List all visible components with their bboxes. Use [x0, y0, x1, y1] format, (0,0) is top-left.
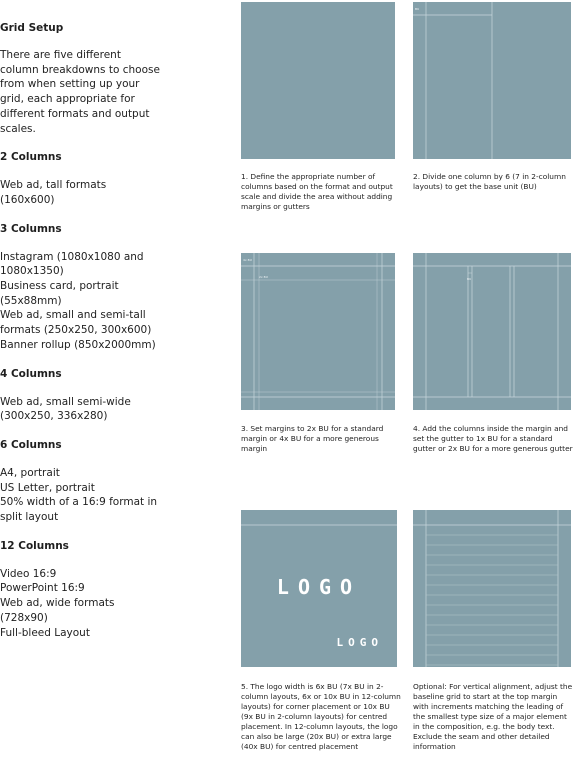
- format-item: Video 16:9: [0, 567, 57, 580]
- logo-corner: LOGO: [336, 636, 383, 649]
- section-format-list: [0, 178, 160, 207]
- step1-panel: [241, 2, 395, 159]
- step4-grid: [413, 253, 571, 410]
- format-item: Web ad, small semi-wide (300x250, 336x280): [0, 395, 131, 423]
- section-heading: 4 Columns: [0, 367, 62, 380]
- format-item: Instagram (1080x1080 and 1080x1350): [0, 250, 144, 278]
- step4-caption: 4. Add the columns inside the margin and set the gutter to 1x BU for a standard gutter or 2x BU for a more generous gutter: [413, 424, 573, 453]
- step5-caption: 5. The logo width is 6x BU (7x BU in 2-column layouts, 6x or 10x BU in 12-column layouts) for corner placement or 10x BU (9x BU in 2-column layouts) for centred placement. In 12-column layouts, the logo can also be large (20x BU) or extra large (40x BU) for centred placement: [241, 682, 401, 751]
- step6-baseline-grid: [413, 510, 571, 667]
- grid-setup-sidebar: [0, 22, 160, 654]
- step1-caption: 1. Define the appropriate number of columns based on the format and output scale and divide the area without adding margins or gutters: [241, 172, 393, 211]
- step2-caption: 2. Divide one column by 6 (7 in 2-column layouts) to get the base unit (BU): [413, 172, 566, 191]
- section-format-list: [0, 466, 160, 525]
- format-item: Web ad, small and semi-tall formats (250x250, 300x600): [0, 309, 152, 337]
- section-heading: 2 Columns: [0, 151, 62, 164]
- sidebar-intro: There are five different column breakdowns to choose from when setting up your grid, each appropriate for different formats and output scales.: [0, 49, 160, 135]
- format-item: Web ad, tall formats (160x600): [0, 179, 107, 206]
- step2-bu-label: BU: [415, 7, 420, 11]
- format-item: A4, portrait: [0, 466, 60, 479]
- section-heading: 6 Columns: [0, 438, 62, 451]
- section-heading: 12 Columns: [0, 539, 69, 552]
- step4-panel: [413, 253, 571, 410]
- format-item: Banner rollup (850x2000mm): [0, 338, 156, 351]
- section-heading: 3 Columns: [0, 222, 62, 235]
- format-item: 50% width of a 16:9 format in split layout: [0, 496, 158, 524]
- step3-label-b: 2x BU: [259, 275, 268, 279]
- section-format-list: [0, 567, 160, 641]
- format-item: Business card, portrait (55x88mm): [0, 280, 119, 307]
- step3-caption: 3. Set margins to 2x BU for a standard margin or 4x BU for a more generous margin: [241, 424, 384, 453]
- format-item: Full-bleed Layout: [0, 626, 90, 639]
- step2-panel: [413, 2, 571, 159]
- step3-label-a: 4x BU: [243, 258, 252, 262]
- format-item: US Letter, portrait: [0, 481, 95, 494]
- step6-caption: Optional: For vertical alignment, adjust the baseline grid to start at the top margin with increments matching the leading of the smallest type size of a major element in the composition, e.g. the body text. Exclude the seam and other detailed information: [413, 682, 573, 751]
- format-item: Web ad, wide formats (728x90): [0, 597, 115, 624]
- column-sections: [0, 150, 160, 640]
- logo-centred: LOGO: [276, 575, 362, 599]
- step4-bu-label: BU: [467, 277, 472, 281]
- step5-panel: [241, 510, 397, 667]
- format-item: PowerPoint 16:9: [0, 582, 85, 595]
- step6-panel: [413, 510, 571, 667]
- step3-grid: [241, 253, 395, 410]
- sidebar-title: Grid Setup: [0, 22, 64, 34]
- step3-panel: [241, 253, 395, 410]
- section-format-list: [0, 250, 160, 353]
- step2-grid: [413, 2, 571, 159]
- section-format-list: [0, 395, 160, 424]
